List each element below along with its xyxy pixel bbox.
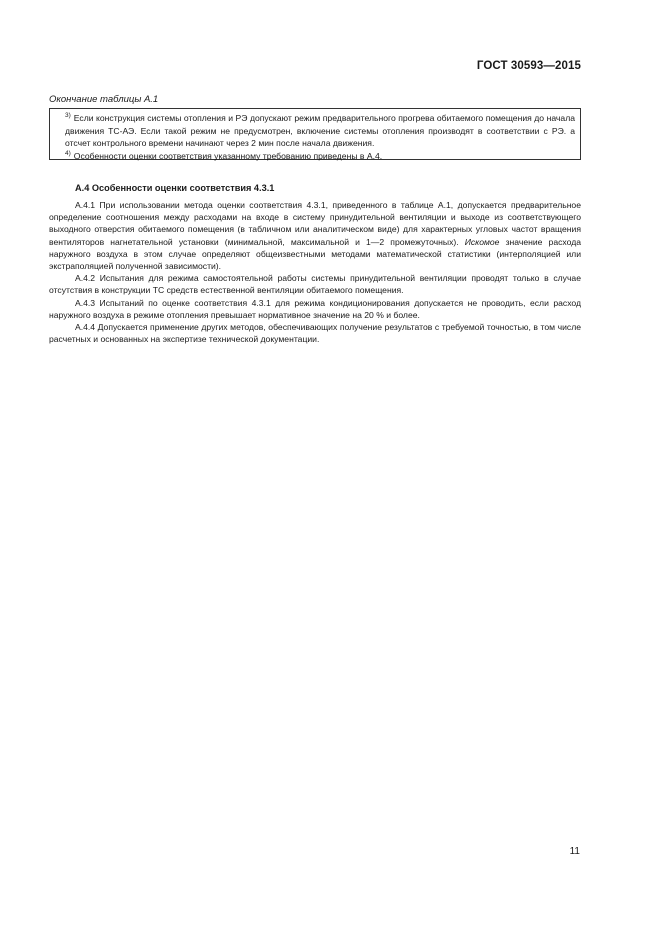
footnote-box bbox=[49, 108, 581, 160]
footnote-marker: 4) bbox=[65, 149, 71, 157]
paragraph-text: А.4.1 При использовании метода оценки соответствия 4.3.1, приведенного в таблице А.1, допускается предварительное определение соотношения между расходами на входе в систему принудительной вентиляции и выходе из соответствующего выходного отверстия обитаемого помещения (в табличном или аналитическом виде) для характерных угловых частот вращения вентиляторов нагнетательной установки (минимальной, максимальной и 1—2 промежуточных). bbox=[49, 200, 581, 247]
paragraph-a42: А.4.2 Испытания для режима самостоятельной работы системы принудительной вентиляции проводят только в случае отсутствия в конструкции ТС средств естественной вентиляции обитаемого помещения. bbox=[49, 273, 581, 296]
footnote-marker: 3) bbox=[65, 112, 71, 119]
footnote-text: Особенности оценки соответствия указанному требованию приведены в А.4. bbox=[73, 150, 383, 161]
section-title: А.4 Особенности оценки соответствия 4.3.1 bbox=[75, 183, 275, 193]
paragraph-a41 bbox=[49, 199, 581, 272]
footnote-3 bbox=[65, 112, 575, 150]
paragraph-a44: А.4.4 Допускается применение других методов, обеспечивающих получение результатов с требуемой точностью, в том числе расчетных и основанных на экспертизе технической документации. bbox=[49, 322, 581, 345]
footnote-4 bbox=[65, 150, 575, 163]
document-code: ГОСТ 30593—2015 bbox=[476, 60, 581, 72]
emphasis-text: Искомое bbox=[464, 236, 500, 247]
paragraph-a43: А.4.3 Испытаний по оценке соответствия 4.3.1 для режима кондиционирования допускается не проводить, если расход наружного воздуха в режиме отопления превышает нормативное значение на 20 % и более. bbox=[49, 297, 581, 320]
section-body bbox=[49, 199, 581, 345]
page-number: 11 bbox=[569, 846, 580, 857]
paragraph-text: значение расхода наружного воздуха в этом случае определяют общеизвестными методами математической статистики (интерполяцией или экстраполяцией полученной зависимости). bbox=[49, 236, 581, 272]
table-caption: Окончание таблицы А.1 bbox=[49, 94, 159, 105]
footnote-text: Если конструкция системы отопления и РЭ допускают режим предварительного прогрева обитаемого помещения до начала движения ТС-АЭ. Если такой режим не предусмотрен, включение системы отопления производят в соответствии с РЭ. а отсчет контрольного времени начинают через 2 мин после начала движения. bbox=[65, 113, 575, 148]
